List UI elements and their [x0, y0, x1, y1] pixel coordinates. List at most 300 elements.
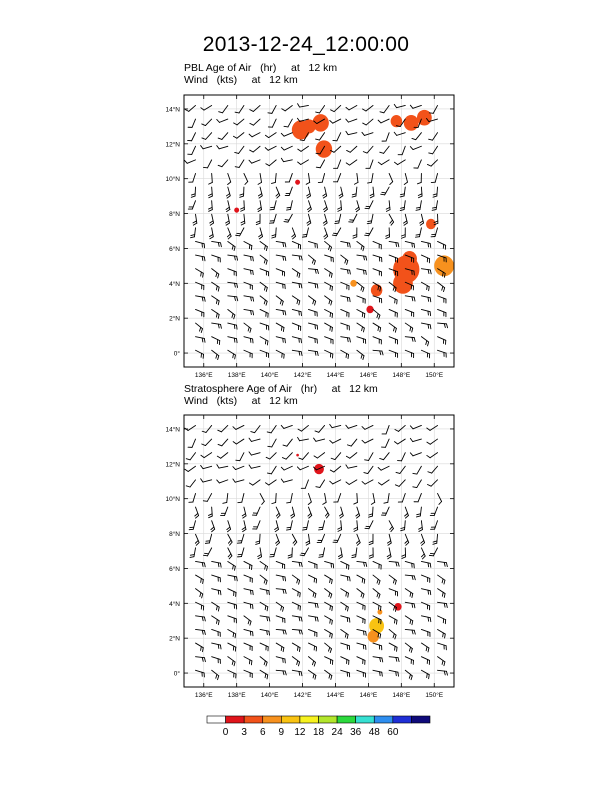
- wind-barb: [286, 453, 292, 459]
- wind-barb-feather: [428, 617, 429, 621]
- x-tick-label: 142°E: [293, 692, 312, 699]
- wind-barb-feather: [378, 327, 379, 331]
- y-tick-label: 6°N: [169, 565, 180, 573]
- wind-barb-feather: [402, 555, 406, 557]
- wind-barb: [292, 589, 300, 593]
- wind-barb-feather: [210, 221, 213, 223]
- wind-barb-feather: [220, 645, 221, 649]
- wind-barb: [430, 453, 437, 458]
- wind-barb: [219, 480, 227, 483]
- wind-barb-feather: [323, 502, 326, 504]
- wind-barb-feather: [281, 133, 284, 136]
- wind-barb-feather: [250, 329, 251, 333]
- wind-barb: [240, 453, 244, 461]
- wind-barb-feather: [346, 119, 349, 122]
- wind-barb-feather: [267, 473, 271, 474]
- wind-barb-feather: [226, 194, 229, 196]
- wind-barb: [222, 160, 228, 167]
- wind-barb-feather: [316, 167, 320, 168]
- wind-barb: [341, 629, 348, 634]
- wind-barb-feather: [363, 288, 364, 292]
- wind-barb-feather: [345, 259, 346, 263]
- wind-barb-feather: [330, 606, 331, 610]
- tracer-patch: [377, 609, 382, 614]
- wind-barb-feather: [394, 606, 395, 610]
- wind-barb-feather: [417, 182, 421, 183]
- wind-barb: [389, 309, 397, 313]
- wind-barb-feather: [281, 479, 283, 482]
- wind-barb: [373, 575, 380, 581]
- wind-barb-feather: [299, 617, 300, 621]
- wind-barb: [276, 561, 284, 564]
- wind-barb: [421, 309, 430, 311]
- wind-barb: [325, 493, 327, 502]
- wind-barb-feather: [233, 136, 236, 138]
- wind-barb-feather: [230, 542, 233, 545]
- wind-barb-feather: [315, 594, 316, 598]
- wind-barb-feather: [331, 676, 332, 680]
- wind-barb: [269, 160, 276, 166]
- wind-barb: [212, 629, 221, 632]
- wind-barb-feather: [235, 152, 239, 153]
- wind-barb-feather: [218, 563, 219, 567]
- wind-barb-feather: [428, 243, 429, 247]
- wind-barb: [397, 105, 406, 107]
- wind-barb: [373, 255, 382, 258]
- wind-barb: [325, 255, 334, 258]
- y-tick-label: 0°: [173, 350, 180, 358]
- wind-barb: [325, 657, 333, 661]
- wind-barb: [203, 480, 212, 482]
- wind-barb: [367, 146, 373, 153]
- wind-barb: [188, 425, 195, 430]
- wind-barb-feather: [387, 554, 390, 556]
- wind-barb: [365, 439, 373, 443]
- wind-barb-feather: [323, 196, 326, 198]
- wind-barb-feather: [267, 341, 268, 345]
- wind-barb: [308, 255, 315, 261]
- wind-barb-feather: [203, 501, 207, 502]
- wind-barb-feather: [249, 438, 251, 441]
- wind-barb: [333, 439, 341, 443]
- wind-barb-feather: [218, 242, 219, 246]
- wind-barb-feather: [444, 562, 445, 566]
- wind-barb: [244, 269, 253, 271]
- wind-barb-feather: [315, 351, 316, 355]
- wind-barb-feather: [348, 593, 349, 597]
- colorbar: [207, 716, 430, 738]
- wind-barb-feather: [396, 562, 397, 566]
- wind-barb-feather: [427, 455, 430, 457]
- wind-barb: [276, 575, 285, 577]
- wind-barb-feather: [428, 270, 429, 274]
- wind-barb-feather: [380, 672, 381, 676]
- wind-barb-feather: [264, 300, 265, 304]
- wind-barb-feather: [346, 592, 347, 596]
- wind-barb: [260, 657, 267, 663]
- wind-barb-feather: [267, 590, 268, 594]
- wind-barb: [416, 133, 422, 140]
- wind-barb: [341, 616, 350, 618]
- wind-barb: [237, 133, 244, 139]
- wind-barb-feather: [414, 338, 415, 342]
- wind-barb-feather: [361, 354, 362, 358]
- wind-barb-feather: [350, 243, 351, 247]
- wind-barb-feather: [301, 553, 305, 554]
- wind-barb-feather: [291, 516, 294, 518]
- wind-barb-feather: [338, 555, 341, 557]
- colorbar-swatch: [411, 716, 430, 723]
- wind-barb: [438, 296, 446, 299]
- wind-barb: [357, 255, 366, 256]
- wind-barb-feather: [393, 286, 394, 290]
- wind-barb-feather: [433, 543, 437, 544]
- wind-barb-feather: [317, 617, 318, 621]
- wind-barb: [420, 201, 421, 210]
- wind-barb-feather: [347, 338, 348, 342]
- wind-barb-feather: [201, 329, 202, 333]
- wind-barb-feather: [243, 516, 246, 518]
- wind-barb: [438, 616, 446, 620]
- wind-barb-feather: [402, 557, 406, 559]
- wind-barb-feather: [277, 195, 280, 198]
- wind-barb: [207, 548, 211, 556]
- wind-barb-feather: [226, 223, 229, 225]
- wind-barb-feather: [313, 592, 314, 596]
- wind-barb-feather: [329, 674, 330, 678]
- wind-barb-feather: [394, 327, 395, 331]
- wind-barb-feather: [395, 429, 399, 431]
- wind-barb-feather: [251, 270, 252, 274]
- tracer-patch: [303, 125, 310, 132]
- wind-barb-feather: [397, 647, 398, 651]
- wind-barb-feather: [211, 527, 214, 530]
- colorbar-swatch: [356, 716, 375, 723]
- wind-barb: [357, 561, 366, 562]
- wind-barb-feather: [307, 196, 310, 198]
- wind-barb-feather: [285, 630, 286, 634]
- wind-barb: [405, 323, 412, 328]
- map-panel-0: [165, 95, 454, 379]
- wind-barb: [389, 616, 397, 620]
- wind-barb-feather: [297, 661, 298, 665]
- wind-barb: [373, 241, 381, 244]
- wind-barb-feather: [369, 555, 373, 556]
- wind-barb-feather: [316, 112, 320, 113]
- wind-barb-feather: [309, 515, 312, 518]
- wind-barb-feather: [416, 516, 420, 517]
- wind-barb-feather: [361, 593, 362, 597]
- wind-barb-feather: [401, 237, 405, 238]
- wind-barb-feather: [218, 607, 219, 611]
- wind-barb-feather: [398, 562, 399, 566]
- wind-barb-feather: [283, 648, 284, 652]
- wind-barb: [228, 309, 235, 315]
- wind-barb-feather: [364, 473, 368, 474]
- wind-barb-feather: [401, 235, 405, 236]
- wind-barb-feather: [410, 426, 413, 429]
- wind-barb-feather: [258, 210, 261, 212]
- colorbar-swatch: [374, 716, 393, 723]
- wind-barb: [196, 269, 204, 274]
- wind-barb-feather: [283, 607, 284, 611]
- wind-barb: [419, 228, 421, 237]
- wind-barb-feather: [288, 555, 292, 556]
- wind-barb-feather: [249, 245, 250, 249]
- wind-barb: [228, 337, 237, 339]
- wind-barb-feather: [281, 326, 282, 330]
- wind-barb-feather: [429, 153, 433, 154]
- wind-barb-feather: [201, 647, 202, 651]
- wind-barb-feather: [203, 648, 204, 652]
- wind-barb-feather: [352, 557, 356, 558]
- wind-barb: [388, 493, 389, 502]
- wind-barb: [212, 643, 221, 645]
- wind-barb: [228, 173, 231, 182]
- wind-barb-feather: [416, 234, 420, 235]
- wind-barb: [292, 657, 299, 662]
- wind-barb: [228, 629, 236, 633]
- wind-barb-feather: [324, 223, 327, 225]
- x-tick-label: 150°E: [425, 692, 444, 699]
- wind-barb: [316, 439, 325, 441]
- wind-barb: [325, 561, 334, 563]
- colorbar-swatch: [319, 716, 338, 723]
- wind-barb-feather: [393, 579, 394, 583]
- wind-barb: [317, 453, 324, 458]
- wind-barb-feather: [308, 502, 311, 505]
- wind-barb-feather: [195, 540, 198, 543]
- wind-barb-feather: [285, 590, 286, 594]
- wind-barb-feather: [350, 270, 351, 274]
- wind-barb-feather: [363, 328, 364, 332]
- wind-barb-feather: [362, 132, 364, 135]
- wind-barb-feather: [283, 589, 284, 593]
- wind-barb-feather: [217, 119, 220, 122]
- wind-barb: [285, 105, 292, 110]
- wind-barb: [405, 629, 414, 630]
- wind-barb-feather: [250, 123, 254, 125]
- wind-barb: [405, 616, 413, 621]
- wind-barb-feather: [248, 620, 249, 624]
- wind-barb: [212, 507, 213, 516]
- wind-barb-feather: [287, 502, 291, 503]
- wind-barb: [276, 629, 285, 630]
- wind-barb-feather: [430, 591, 431, 595]
- wind-barb: [421, 575, 429, 578]
- y-tick-label: 10°N: [165, 176, 180, 184]
- wind-barb-feather: [446, 604, 447, 608]
- wind-barb-feather: [330, 440, 333, 443]
- y-tick-label: 0°: [173, 670, 180, 678]
- wind-barb: [308, 589, 315, 594]
- wind-barb-feather: [228, 554, 231, 557]
- wind-barb-feather: [410, 620, 411, 624]
- wind-barb: [288, 214, 292, 222]
- wind-barb-feather: [218, 138, 222, 139]
- wind-barb: [430, 425, 438, 430]
- wind-barb-feather: [428, 342, 429, 346]
- tracer-patch: [427, 223, 432, 228]
- wind-barb-feather: [234, 662, 235, 666]
- wind-barb-feather: [370, 196, 374, 198]
- wind-barb: [421, 323, 430, 325]
- wind-barb-feather: [218, 645, 219, 649]
- wind-barb-feather: [442, 661, 443, 665]
- wind-barb-feather: [356, 541, 359, 544]
- wind-barb-feather: [218, 621, 219, 625]
- wind-barb: [334, 105, 341, 111]
- wind-barb-feather: [218, 274, 219, 278]
- tracer-patch: [293, 127, 303, 137]
- wind-barb: [292, 309, 301, 311]
- wind-barb-feather: [404, 182, 407, 184]
- wind-barb-feather: [234, 256, 235, 260]
- wind-barb: [402, 146, 405, 154]
- wind-barb-feather: [299, 256, 300, 260]
- page-title: 2013-12-24_12:00:00: [202, 33, 410, 56]
- wind-barb-feather: [345, 633, 346, 637]
- wind-barb-feather: [186, 486, 190, 487]
- tracer-patch: [234, 207, 239, 212]
- wind-barb-feather: [332, 620, 333, 624]
- wind-barb-feather: [332, 287, 333, 291]
- wind-barb: [382, 480, 389, 485]
- wind-barb: [272, 439, 276, 447]
- wind-barb-feather: [315, 675, 316, 679]
- wind-barb: [196, 282, 204, 285]
- wind-barb-feather: [314, 662, 315, 666]
- wind-barb-feather: [298, 162, 301, 164]
- wind-barb: [421, 187, 422, 196]
- wind-barb-feather: [259, 196, 262, 198]
- wind-barb-feather: [428, 472, 432, 473]
- wind-barb: [332, 425, 341, 427]
- wind-barb-feather: [201, 146, 203, 149]
- wind-barb: [389, 657, 398, 658]
- wind-barb-feather: [200, 327, 201, 331]
- wind-barb-feather: [227, 529, 230, 532]
- wind-barb-feather: [412, 328, 413, 332]
- wind-barb: [337, 534, 341, 542]
- wind-barb: [284, 480, 293, 482]
- wind-barb-feather: [235, 634, 236, 638]
- wind-barb-feather: [410, 438, 412, 441]
- wind-barb: [373, 589, 380, 595]
- wind-barb-feather: [347, 261, 348, 265]
- x-tick-label: 146°E: [359, 372, 378, 379]
- wind-barb: [260, 323, 269, 326]
- wind-barb-feather: [446, 671, 447, 675]
- wind-barb-feather: [332, 327, 333, 331]
- wind-barb-feather: [251, 311, 252, 315]
- wind-barb-feather: [410, 453, 413, 456]
- wind-barb: [253, 480, 260, 485]
- wind-barb-feather: [419, 530, 423, 532]
- wind-barb-feather: [204, 631, 205, 635]
- wind-barb: [228, 657, 235, 662]
- tracer-patch: [368, 635, 374, 641]
- wind-barb-feather: [202, 431, 206, 432]
- wind-barb: [421, 521, 422, 530]
- wind-barb-feather: [380, 458, 384, 459]
- wind-barb: [438, 657, 445, 662]
- wind-barb: [260, 337, 268, 341]
- wind-barb: [373, 337, 381, 340]
- wind-barb: [212, 241, 221, 242]
- wind-barb: [292, 323, 300, 326]
- wind-barb: [349, 480, 357, 485]
- wind-barb-feather: [382, 351, 383, 355]
- wind-barb-feather: [299, 671, 300, 675]
- wind-barb-feather: [306, 541, 310, 543]
- wind-barb-feather: [184, 160, 187, 163]
- wind-barb-feather: [354, 182, 358, 184]
- wind-barb: [244, 255, 253, 257]
- wind-barb-feather: [203, 580, 204, 584]
- wind-barb-feather: [293, 540, 296, 543]
- wind-barb-feather: [191, 194, 195, 195]
- wind-barb-feather: [391, 529, 394, 532]
- wind-barb: [244, 241, 252, 245]
- wind-barb: [251, 439, 260, 441]
- tracer-patch: [296, 454, 299, 457]
- wind-barb-feather: [330, 649, 331, 653]
- wind-barb-feather: [265, 148, 268, 151]
- wind-barb-feather: [196, 543, 199, 546]
- y-tick-label: 10°N: [165, 496, 180, 504]
- wind-barb-feather: [297, 646, 298, 650]
- wind-barb-feather: [386, 210, 390, 212]
- wind-barb-feather: [386, 207, 390, 209]
- wind-barb: [260, 561, 267, 566]
- wind-barb-feather: [256, 541, 260, 542]
- wind-barb-feather: [444, 594, 445, 598]
- wind-barb: [325, 309, 333, 313]
- wind-barb: [244, 296, 253, 297]
- wind-barb: [405, 521, 406, 530]
- wind-barb: [389, 323, 396, 328]
- wind-barb: [244, 575, 252, 578]
- wind-barb: [325, 282, 333, 286]
- wind-barb-feather: [287, 207, 291, 208]
- wind-barb-feather: [234, 576, 235, 580]
- wind-barb-feather: [227, 527, 230, 530]
- wind-barb-feather: [218, 324, 219, 328]
- wind-barb: [386, 425, 389, 433]
- wind-barb-feather: [202, 630, 203, 634]
- wind-barb: [325, 323, 333, 327]
- wind-barb-feather: [245, 182, 248, 185]
- wind-barb-feather: [330, 579, 331, 583]
- wind-barb-feather: [439, 501, 442, 504]
- wind-barb: [430, 439, 437, 444]
- wind-barb-feather: [193, 223, 196, 225]
- wind-barb-feather: [216, 313, 217, 317]
- wind-barb: [373, 561, 381, 565]
- wind-barb-feather: [330, 470, 333, 472]
- wind-barb-feather: [362, 440, 365, 443]
- wind-barb-feather: [380, 658, 381, 662]
- wind-barb: [228, 561, 236, 566]
- wind-barb-feather: [299, 301, 300, 305]
- wind-barb: [188, 466, 195, 471]
- wind-barb-feather: [218, 430, 222, 432]
- wind-barb: [405, 589, 413, 594]
- wind-barb: [212, 296, 219, 301]
- wind-barb-feather: [354, 502, 358, 504]
- wind-barb-feather: [395, 485, 399, 487]
